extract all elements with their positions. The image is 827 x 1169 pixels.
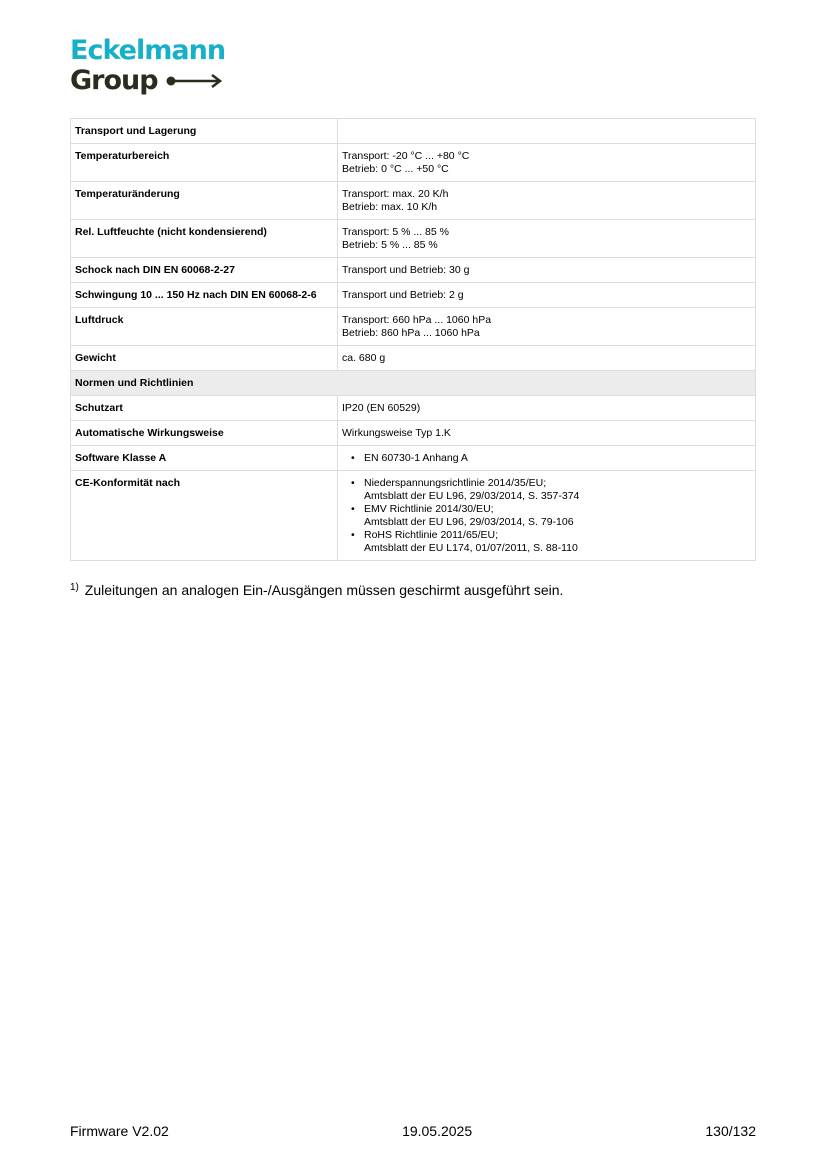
section-label-normen: Normen und Richtlinien	[71, 371, 756, 396]
table-row	[71, 220, 756, 258]
logo-text-group: Group	[70, 65, 158, 96]
table-row	[71, 258, 756, 283]
table-section-header	[71, 371, 756, 396]
value-line: Transport: -20 °C ... +80 °C	[342, 150, 470, 162]
value-line: Transport und Betrieb: 30 g	[342, 264, 470, 276]
row-value	[338, 446, 756, 471]
value-line: Amtsblatt der EU L96, 29/03/2014, S. 357-374	[364, 490, 580, 502]
bullet-item	[364, 452, 751, 465]
row-value	[338, 220, 756, 258]
row-label: Automatische Wirkungsweise	[71, 421, 338, 446]
value-line: Betrieb: 0 °C ... +50 °C	[342, 163, 449, 175]
row-label: Schwingung 10 ... 150 Hz nach DIN EN 60068-2-6	[71, 283, 338, 308]
footnote-text: Zuleitungen an analogen Ein-/Ausgängen müssen geschirmt ausgeführt sein.	[84, 582, 564, 598]
value-line: Amtsblatt der EU L96, 29/03/2014, S. 79-106	[364, 516, 574, 528]
page-footer	[70, 1122, 756, 1140]
footnote-marker: 1)	[70, 582, 79, 593]
value-line: • EMV Richtlinie 2014/30/EU;	[364, 503, 494, 515]
table-row	[71, 346, 756, 371]
value-line: Transport: max. 20 K/h	[342, 188, 449, 200]
row-value	[338, 144, 756, 182]
row-label: Temperaturbereich	[71, 144, 338, 182]
table-row	[71, 308, 756, 346]
row-label: Temperaturänderung	[71, 182, 338, 220]
table-row	[71, 182, 756, 220]
row-label: Schutzart	[71, 396, 338, 421]
footer-page-number: 130/132	[705, 1123, 756, 1139]
section-label-transport: Transport und Lagerung	[71, 119, 338, 144]
value-line: IP20 (EN 60529)	[342, 402, 421, 414]
bullet-list	[342, 452, 751, 465]
value-line: • RoHS Richtlinie 2011/65/EU;	[364, 529, 499, 541]
row-value	[338, 308, 756, 346]
row-value	[338, 258, 756, 283]
table-row	[71, 446, 756, 471]
value-line: Amtsblatt der EU L174, 01/07/2011, S. 88-110	[364, 542, 578, 554]
row-label: Gewicht	[71, 346, 338, 371]
table-row	[71, 283, 756, 308]
row-label: CE-Konformität nach	[71, 471, 338, 561]
bullet-list	[342, 477, 751, 555]
footer-date: 19.05.2025	[402, 1123, 473, 1139]
table-row	[71, 471, 756, 561]
value-line: ca. 680 g	[342, 352, 386, 364]
specification-table	[70, 118, 756, 561]
arrow-right-icon	[164, 73, 224, 89]
footnote	[70, 579, 563, 599]
footer-firmware-version: Firmware V2.02	[70, 1123, 169, 1139]
company-logo	[70, 36, 225, 96]
value-line: • EN 60730-1 Anhang A	[364, 452, 468, 464]
value-line: Transport und Betrieb: 2 g	[342, 289, 464, 301]
row-label: Schock nach DIN EN 60068-2-27	[71, 258, 338, 283]
table-row	[71, 144, 756, 182]
value-line: Transport: 5 % ... 85 %	[342, 226, 449, 238]
table-row	[71, 421, 756, 446]
row-value	[338, 346, 756, 371]
bullet-item	[364, 529, 751, 555]
section-value-empty	[338, 119, 756, 144]
value-line: Betrieb: 5 % ... 85 %	[342, 239, 438, 251]
value-line: Transport: 660 hPa ... 1060 hPa	[342, 314, 492, 326]
value-line: • Niederspannungsrichtlinie 2014/35/EU;	[364, 477, 547, 489]
table-row	[71, 396, 756, 421]
value-line: Betrieb: max. 10 K/h	[342, 201, 438, 213]
bullet-item	[364, 477, 751, 503]
row-label: Luftdruck	[71, 308, 338, 346]
row-value	[338, 396, 756, 421]
row-label: Rel. Luftfeuchte (nicht kondensierend)	[71, 220, 338, 258]
row-value	[338, 471, 756, 561]
value-line: Betrieb: 860 hPa ... 1060 hPa	[342, 327, 480, 339]
row-value	[338, 421, 756, 446]
row-value	[338, 182, 756, 220]
logo-text-eckelmann: Eckelmann	[70, 35, 226, 66]
bullet-item	[364, 503, 751, 529]
row-label: Software Klasse A	[71, 446, 338, 471]
row-value	[338, 283, 756, 308]
value-line: Wirkungsweise Typ 1.K	[342, 427, 451, 439]
table-section-header	[71, 119, 756, 144]
